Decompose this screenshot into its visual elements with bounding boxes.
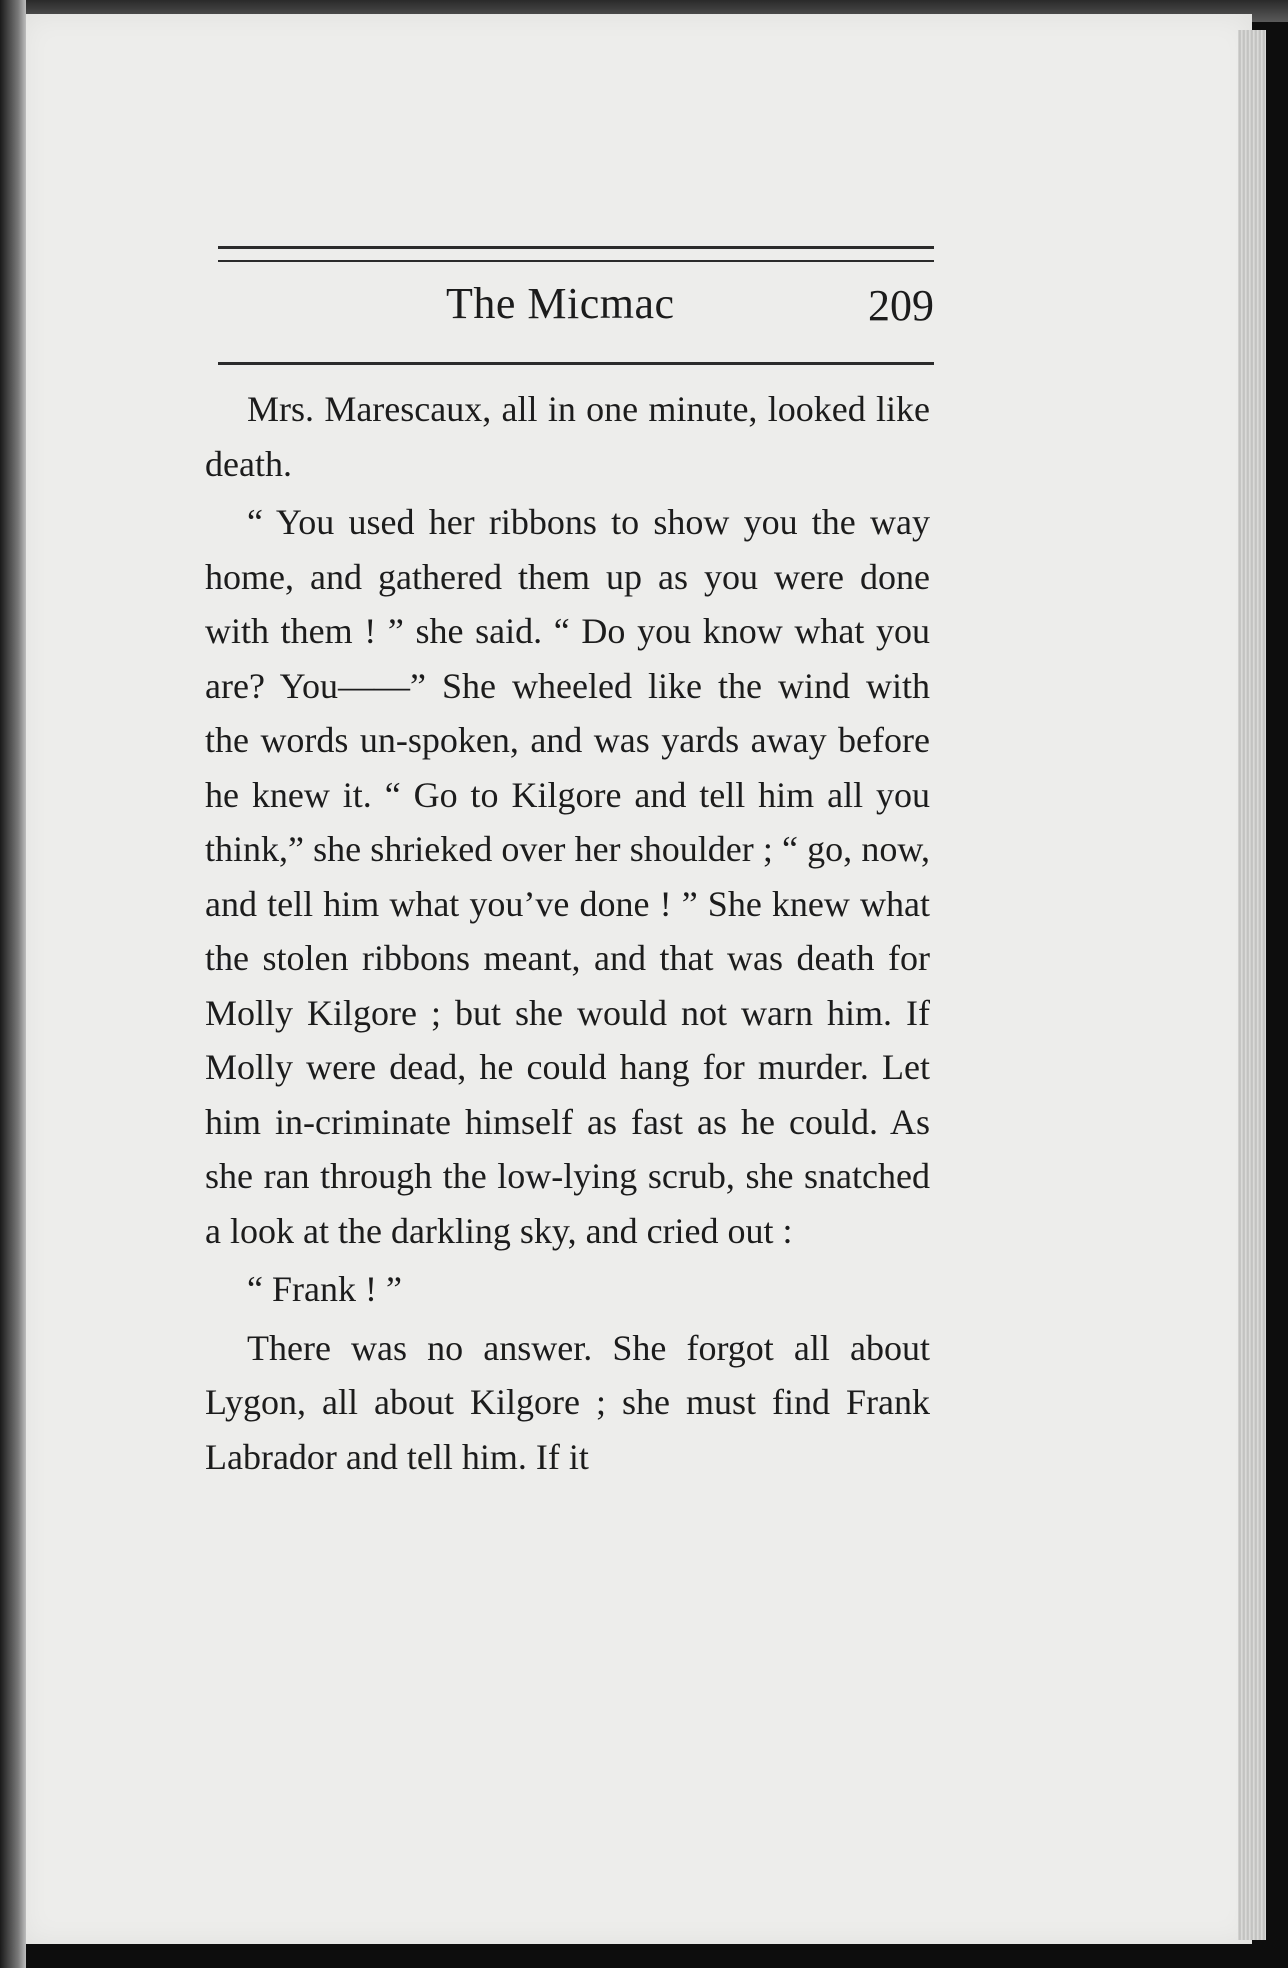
running-head [218, 278, 934, 340]
paragraph: “ You used her ribbons to show you the way home, and gathered them up as you were done with them ! ” she said. “ Do you know what you are? You——” She wheeled like the wind with the words un-spoken, and was yards away before he knew it. “ Go to Kilgore and tell him all you think,” she shrieked over her shoulder ; “ go, now, and tell him what you’ve done ! ” She knew what the stolen ribbons meant, and that was death for Molly Kilgore ; but she would not warn him. If Molly were dead, he could hang for murder. Let him in-criminate himself as fast as he could. As she ran through the low-lying scrub, she snatched a look at the darkling sky, and cried out : [205, 502, 930, 1251]
paragraph: There was no answer. She forgot all about Lygon, all about Kilgore ; she must find Frank Labrador and tell him. If it [205, 1327, 930, 1477]
top-double-rule-lower [218, 260, 934, 262]
paragraph: Mrs. Marescaux, all in one minute, looked like death. [205, 389, 930, 484]
book-spine-edge [0, 0, 26, 1968]
page-number: 209 [868, 281, 934, 330]
running-head-title: The Micmac [446, 279, 675, 328]
body-text [205, 382, 930, 1484]
page-stack-edge [1238, 30, 1266, 1940]
paragraph: “ Frank ! ” [247, 1269, 402, 1309]
running-head-rule [218, 362, 934, 365]
top-double-rule-upper [218, 246, 934, 249]
